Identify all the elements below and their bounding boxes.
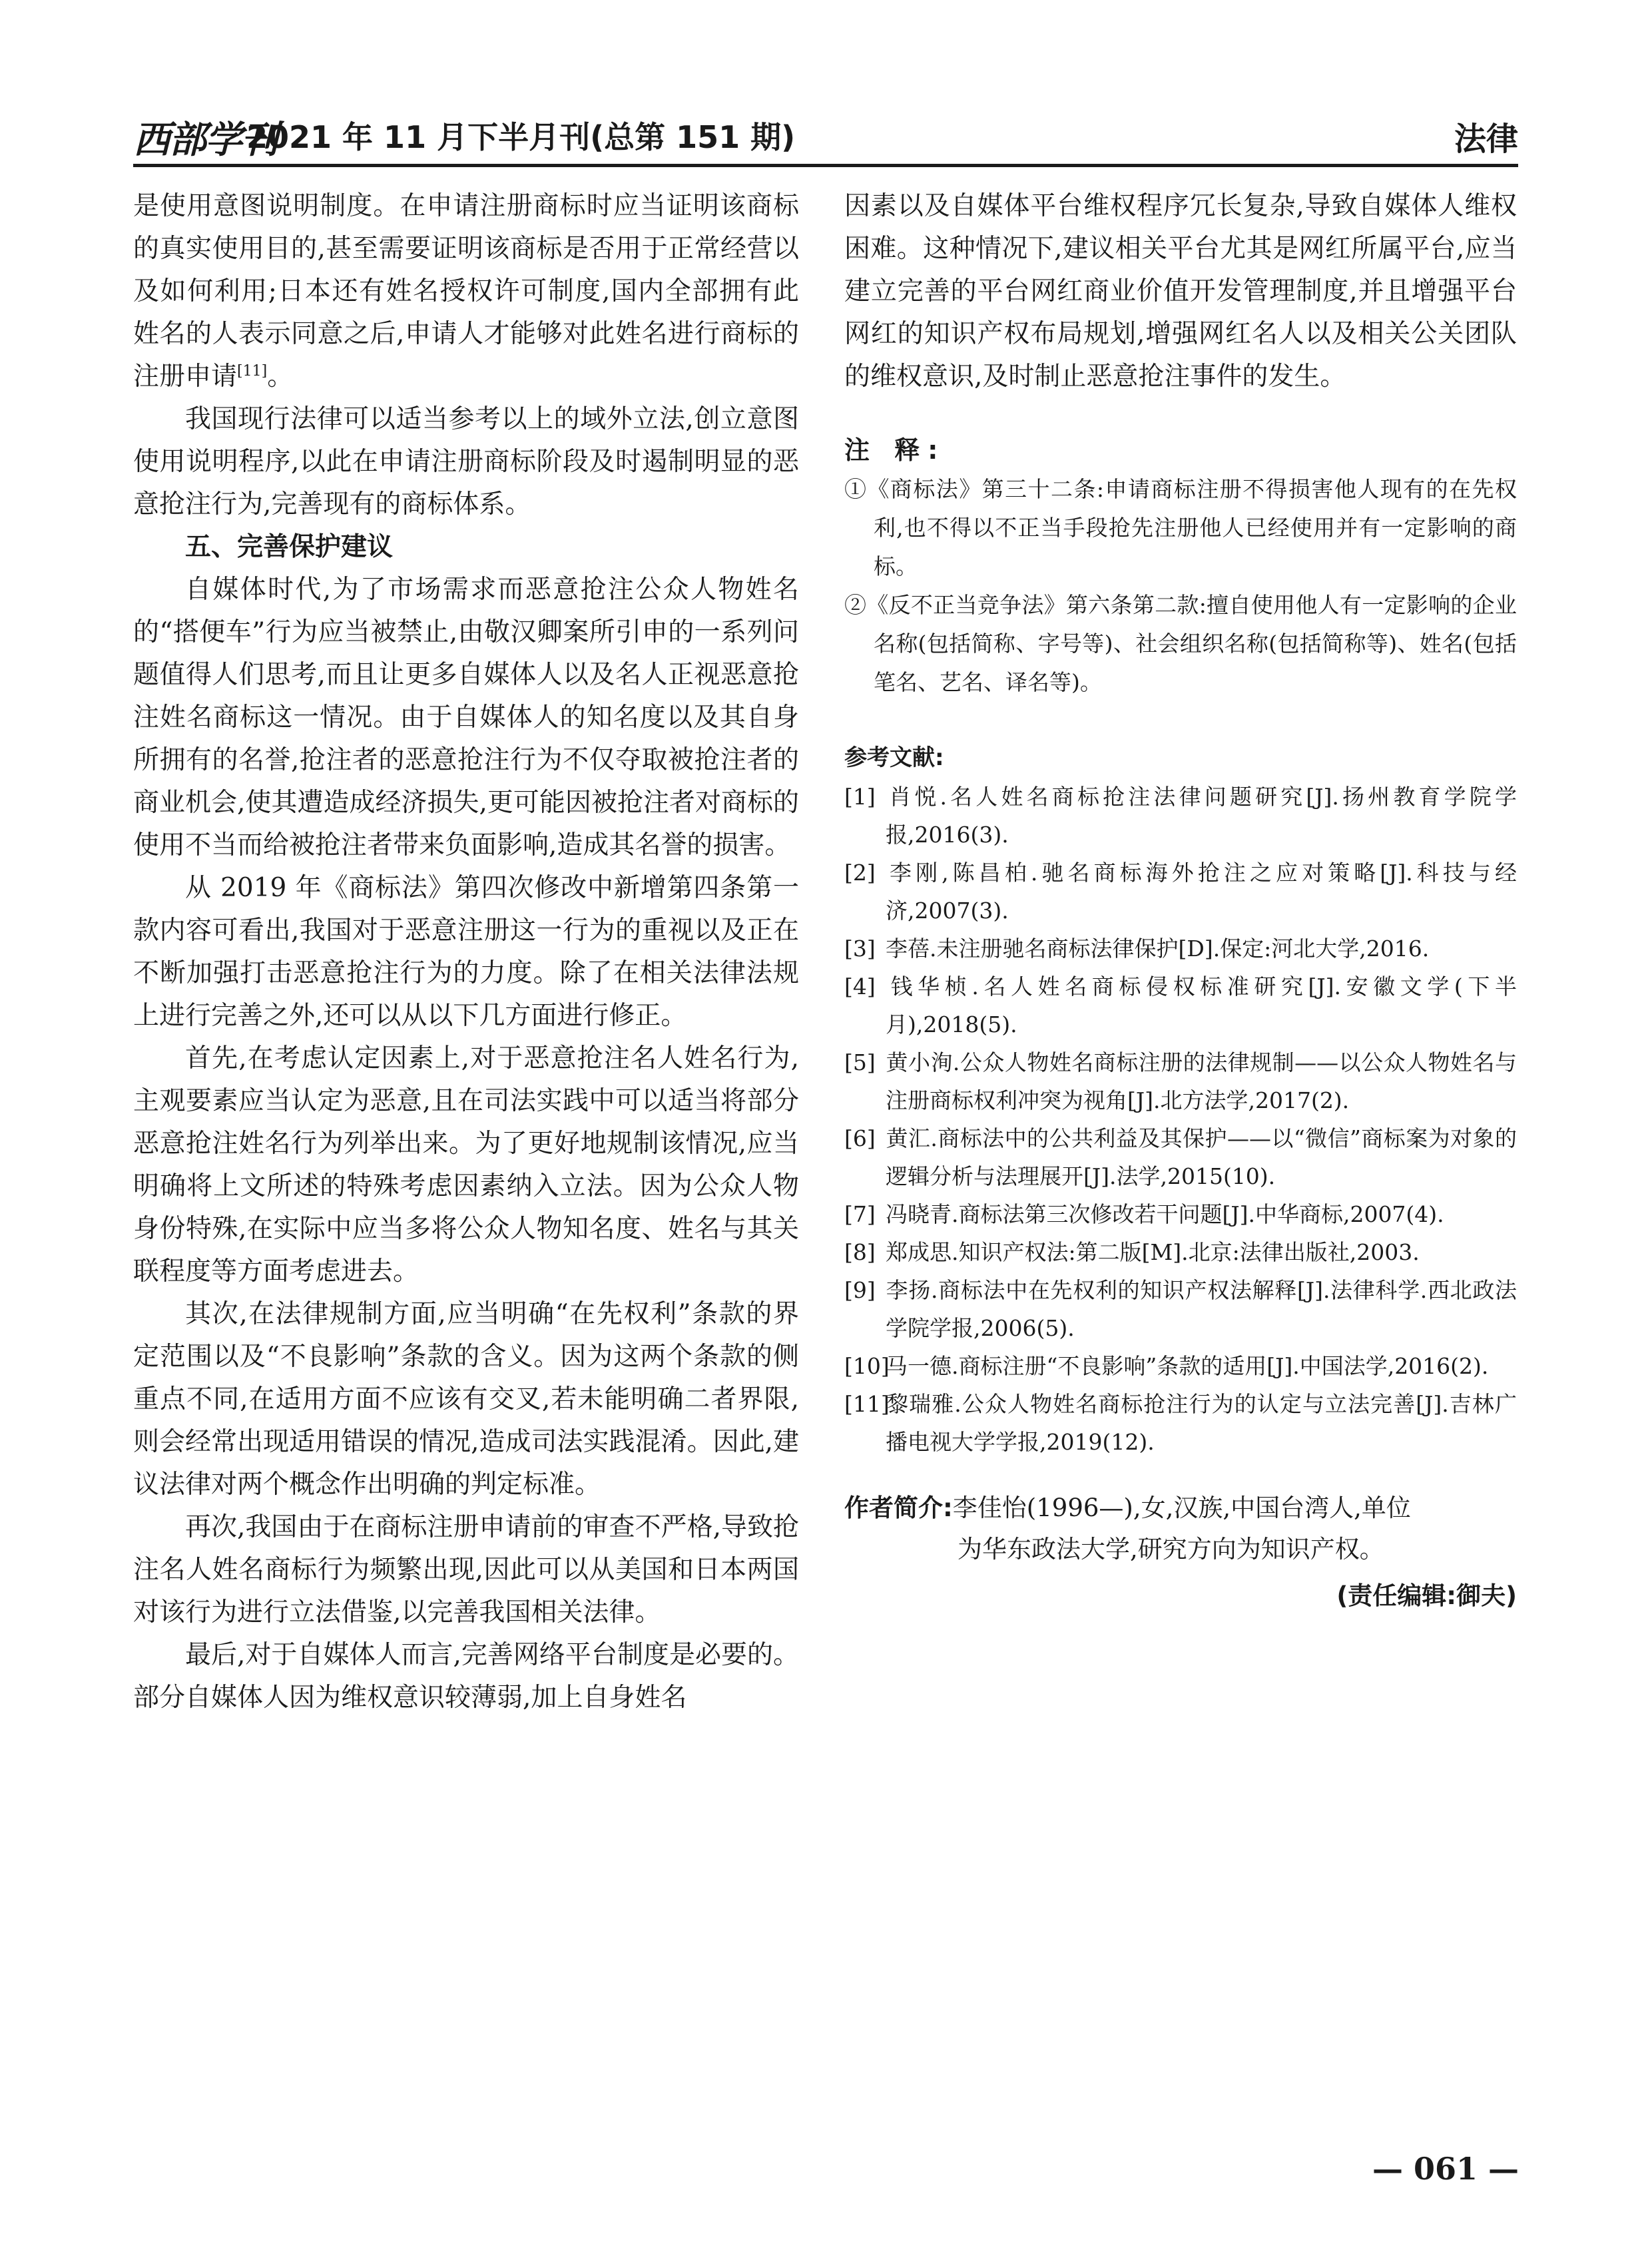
references-title: 参考文献:: [844, 744, 944, 771]
paragraph: 最后,对于自媒体人而言,完善网络平台制度是必要的。部分自媒体人因为维权意识较薄弱,加上自身姓名: [133, 1640, 799, 1713]
reference-item: [844, 1043, 1517, 1119]
reference-number: [9]: [844, 1277, 876, 1303]
reference-text: 郑成思.知识产权法:第二版[M].北京:法律出版社,2003.: [886, 1239, 1420, 1265]
reference-text: 李刚,陈昌柏.驰名商标海外抢注之应对策略[J].科技与经济,2007(3).: [886, 860, 1517, 924]
reference-text: 黄小洵.公众人物姓名商标注册的法律规制——以公众人物姓名与注册商标权利冲突为视角[J].北方法学,2017(2).: [886, 1049, 1517, 1113]
paragraph-end: 。: [267, 362, 294, 392]
reference-item: [844, 1271, 1517, 1347]
section-name: 法律: [1454, 121, 1518, 158]
reference-number: [3]: [844, 936, 876, 962]
reference-item: [844, 1119, 1517, 1195]
reference-item: [844, 1385, 1517, 1461]
reference-text: 马一德.商标注册“不良影响”条款的适用[J].中国法学,2016(2).: [886, 1353, 1489, 1379]
journal-logo: 西部学刊: [133, 118, 277, 162]
paragraph: 我国现行法律可以适当参考以上的域外立法,创立意图使用说明程序,以此在申请注册商标阶段及时遏制明显的恶意抢注行为,完善现有的商标体系。: [133, 404, 799, 519]
author-bio-line: 李佳怡(1996—),女,汉族,中国台湾人,单位: [952, 1494, 1411, 1522]
author-bio-label: 作者简介:: [844, 1494, 953, 1522]
reference-number: [11]: [844, 1391, 890, 1417]
author-bio: [844, 1488, 1517, 1570]
right-column: [844, 185, 1517, 1617]
reference-number: [10]: [844, 1353, 890, 1379]
reference-item: [844, 968, 1517, 1043]
paragraph: 其次,在法律规制方面,应当明确“在先权利”条款的界定范围以及“不良影响”条款的含义。因为这两个条款的侧重点不同,在适用方面不应该有交叉,若未能明确二者界限,则会经常出现适用错误的情况,造成司法实践混淆。因此,建议法律对两个概念作出明确的判定标准。: [133, 1299, 799, 1500]
reference-number: [1]: [844, 784, 876, 810]
reference-text: 李扬.商标法中在先权利的知识产权法解释[J].法律科学.西北政法学院学报,2006(5).: [886, 1277, 1517, 1341]
reference-item: [844, 1195, 1517, 1233]
reference-item: [844, 778, 1517, 854]
reference-number: [7]: [844, 1201, 876, 1227]
reference-item: [844, 930, 1517, 968]
left-column: [133, 185, 799, 1719]
paragraph: 从 2019 年《商标法》第四次修改中新增第四条第一款内容可看出,我国对于恶意注册这一行为的重视以及正在不断加强打击恶意抢注行为的力度。除了在相关法律法规上进行完善之外,还可以从以下几方面进行修正。: [133, 873, 799, 1031]
paragraph: [133, 185, 799, 398]
reference-number: [8]: [844, 1239, 876, 1265]
page-header: [133, 105, 1518, 165]
notes-title: 注 释:: [844, 435, 946, 465]
author-bio-line: 为华东政法大学,研究方向为知识产权。: [958, 1535, 1384, 1563]
reference-number: [2]: [844, 860, 876, 886]
section-heading: 五、完善保护建议: [185, 532, 394, 562]
reference-number: [6]: [844, 1125, 876, 1151]
paragraph: 首先,在考虑认定因素上,对于恶意抢注名人姓名行为,主观要素应当认定为恶意,且在司法实践中可以适当将部分恶意抢注姓名行为列举出来。为了更好地规制该情况,应当明确将上文所述的特殊考虑因素纳入立法。因为公众人物身份特殊,在实际中应当多将公众人物知名度、姓名与其关联程度等方面考虑进去。: [133, 1043, 799, 1286]
reference-text: 黄汇.商标法中的公共利益及其保护——以“微信”商标案为对象的逻辑分析与法理展开[J].法学,2015(10).: [886, 1125, 1517, 1189]
reference-text: 肖悦.名人姓名商标抢注法律问题研究[J].扬州教育学院学报,2016(3).: [886, 784, 1517, 848]
reference-text: 冯晓青.商标法第三次修改若干问题[J].中华商标,2007(4).: [886, 1201, 1444, 1227]
reference-item: [844, 1347, 1517, 1385]
issue-info: 2021 年 11 月下半月刊(总第 151 期): [246, 119, 796, 155]
paragraph: 再次,我国由于在商标注册申请前的审查不严格,导致抢注名人姓名商标行为频繁出现,因此可以从美国和日本两国对该行为进行立法借鉴,以完善我国相关法律。: [133, 1512, 799, 1627]
reference-number: [5]: [844, 1049, 876, 1075]
note-item: ②《反不正当竞争法》第六条第二款:擅自使用他人有一定影响的企业名称(包括简称、字号等)、社会组织名称(包括简称等)、姓名(包括笔名、艺名、译名等)。: [844, 592, 1517, 695]
reference-item: [844, 854, 1517, 930]
responsible-editor: (责任编辑:御夫): [1336, 1581, 1517, 1610]
page-number: — 061 —: [1372, 2151, 1519, 2187]
reference-text: 黎瑞雅.公众人物姓名商标抢注行为的认定与立法完善[J].吉林广播电视大学学报,2019(12).: [886, 1391, 1517, 1455]
paragraph: 自媒体时代,为了市场需求而恶意抢注公众人物姓名的“搭便车”行为应当被禁止,由敬汉卿案所引申的一系列问题值得人们思考,而且让更多自媒体人以及名人正视恶意抢注姓名商标这一情况。由于自媒体人的知名度以及其自身所拥有的名誉,抢注者的恶意抢注行为不仅夺取被抢注者的商业机会,使其遭造成经济损失,更可能因被抢注者对商标的使用不当而给被抢注者带来负面影响,造成其名誉的损害。: [133, 575, 799, 860]
paragraph-text: 是使用意图说明制度。在申请注册商标时应当证明该商标的真实使用目的,甚至需要证明该商标是否用于正常经营以及如何利用;日本还有姓名授权许可制度,国内全部拥有此姓名的人表示同意之后,申请人才能够对此姓名进行商标的注册申请: [133, 191, 799, 392]
header-rule: [133, 164, 1518, 167]
citation-mark: [11]: [237, 363, 268, 380]
reference-number: [4]: [844, 974, 876, 999]
reference-item: [844, 1233, 1517, 1271]
reference-text: 李蓓.未注册驰名商标法律保护[D].保定:河北大学,2016.: [886, 936, 1430, 962]
paragraph: 因素以及自媒体平台维权程序冗长复杂,导致自媒体人维权困难。这种情况下,建议相关平台尤其是网红所属平台,应当建立完善的平台网红商业价值开发管理制度,并且增强平台网红的知识产权布局规划,增强网红名人以及相关公关团队的维权意识,及时制止恶意抢注事件的发生。: [844, 191, 1517, 392]
reference-text: 钱华桢.名人姓名商标侵权标准研究[J].安徽文学(下半月),2018(5).: [886, 974, 1517, 1037]
note-item: ①《商标法》第三十二条:申请商标注册不得损害他人现有的在先权利,也不得以不正当手段抢先注册他人已经使用并有一定影响的商标。: [844, 476, 1517, 579]
